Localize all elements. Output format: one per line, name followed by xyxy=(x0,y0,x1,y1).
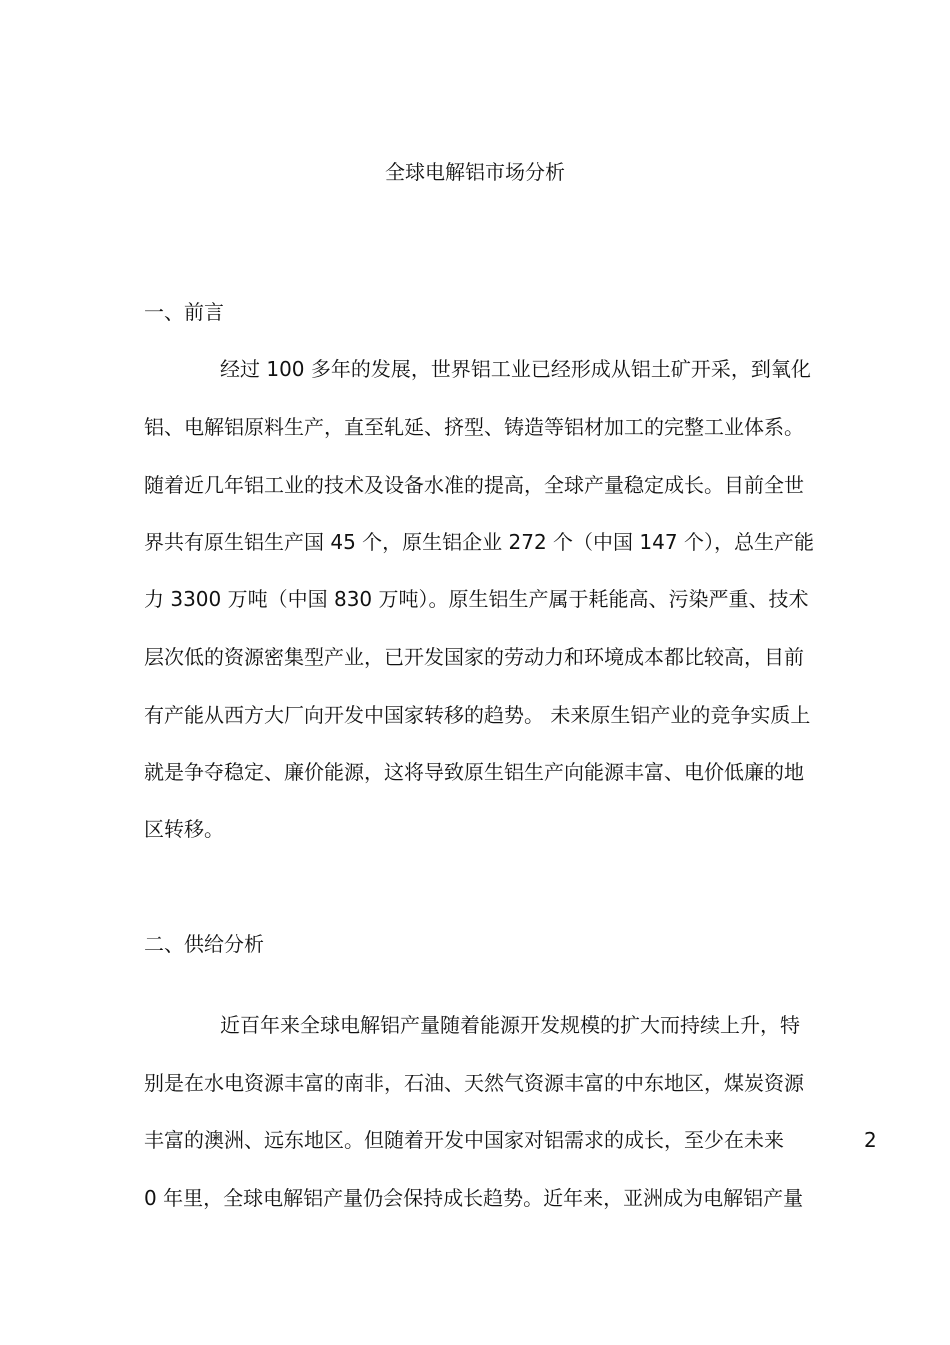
paragraph-line: 层次低的资源密集型产业，已开发国家的劳动力和环境成本都比较高，目前 xyxy=(144,645,804,669)
paragraph-line: 区转移。 xyxy=(144,817,224,841)
paragraph-line: 近百年来全球电解铝产量随着能源开发规模的扩大而持续上升，特 xyxy=(220,1013,800,1037)
paragraph-line: 丰富的澳洲、远东地区。但随着开发中国家对铝需求的成长，至少在未来 xyxy=(144,1128,784,1152)
paragraph-line: 力 3300 万吨（中国 830 万吨）。原生铝生产属于耗能高、污染严重、技术 xyxy=(144,587,809,611)
paragraph-line: 有产能从西方大厂向开发中国家转移的趋势。 未来原生铝产业的竞争实质上 xyxy=(144,703,811,727)
paragraph-line: 铝、电解铝原料生产，直至轧延、挤型、铸造等铝材加工的完整工业体系。 xyxy=(144,415,804,439)
document-title: 全球电解铝市场分析 xyxy=(385,160,565,184)
paragraph-line: 0 年里，全球电解铝产量仍会保持成长趋势。近年来，亚洲成为电解铝产量 xyxy=(144,1186,804,1210)
paragraph-line: 随着近几年铝工业的技术及设备水准的提高，全球产量稳定成长。目前全世 xyxy=(144,473,804,497)
paragraph-line: 经过 100 多年的发展，世界铝工业已经形成从铝土矿开采，到氧化 xyxy=(220,357,811,381)
section-heading-supply: 二、供给分析 xyxy=(144,932,264,956)
paragraph-line: 界共有原生铝生产国 45 个，原生铝企业 272 个（中国 147 个），总生产能 xyxy=(144,530,814,554)
section-heading-preface: 一、前言 xyxy=(144,300,224,324)
paragraph-line: 别是在水电资源丰富的南非，石油、天然气资源丰富的中东地区，煤炭资源 xyxy=(144,1071,804,1095)
paragraph-line: 就是争夺稳定、廉价能源，这将导致原生铝生产向能源丰富、电价低廉的地 xyxy=(144,760,804,784)
line-end-fragment: 2 xyxy=(864,1128,877,1152)
